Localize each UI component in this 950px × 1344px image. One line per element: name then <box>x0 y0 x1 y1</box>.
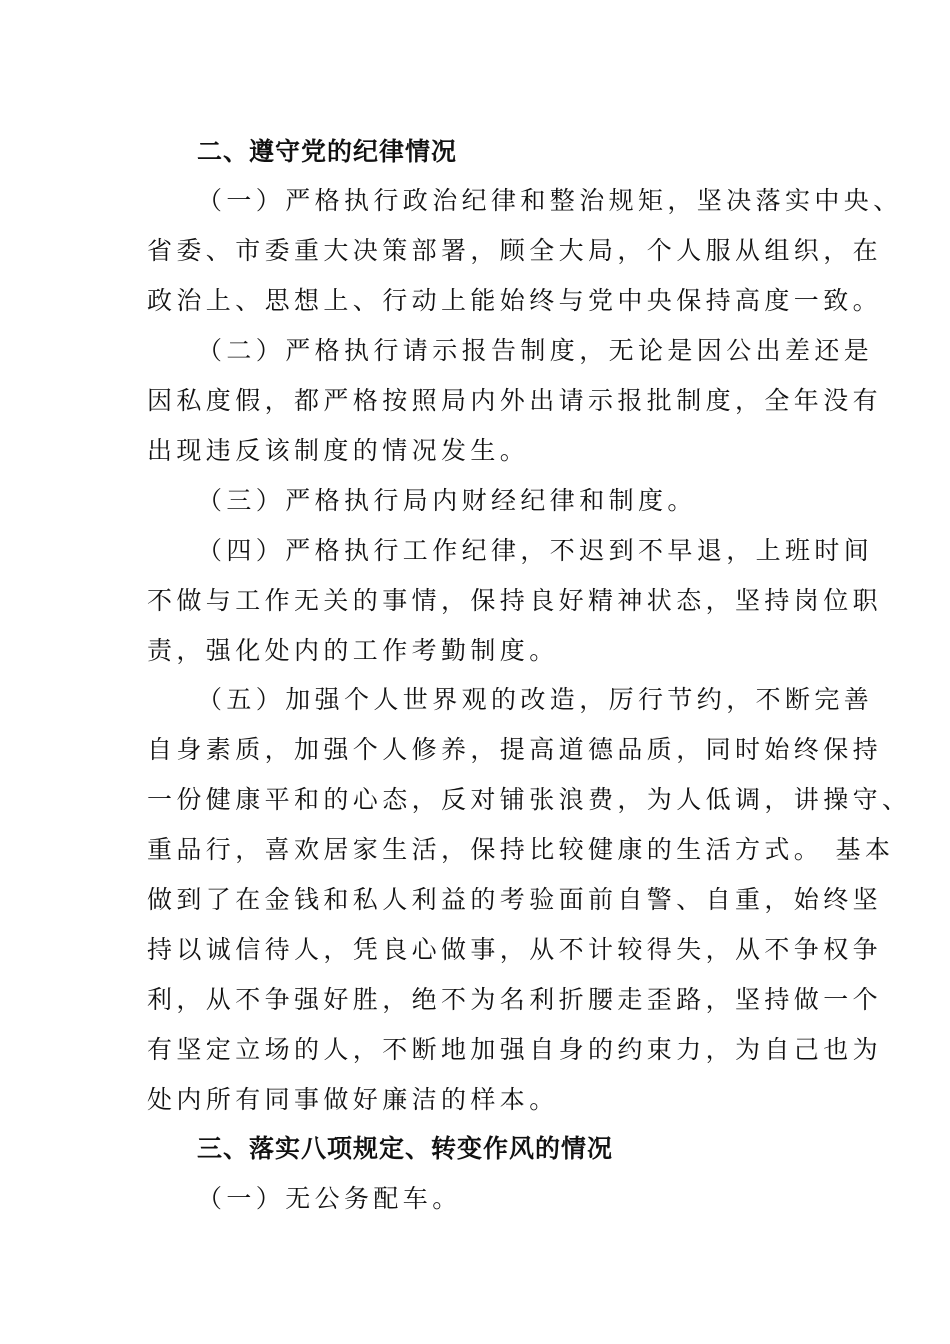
paragraph-line: 有坚定立场的人，不断地加强自身的约束力，为自己也为 <box>147 1035 883 1064</box>
paragraph-line: 不做与工作无关的事情，保持良好精神状态，坚持岗位职 <box>147 586 883 615</box>
paragraph-line: 责，强化处内的工作考勤制度。 <box>147 636 559 665</box>
paragraph-line: 省委、市委重大决策部署，顾全大局，个人服从组织，在 <box>147 236 883 265</box>
paragraph-line: 政治上、思想上、行动上能始终与党中央保持高度一致。 <box>147 286 883 315</box>
section-heading: 三、落实八项规定、转变作风的情况 <box>197 1134 614 1163</box>
paragraph-line: 做到了在金钱和私人利益的考验面前自警、自重，始终坚 <box>147 885 883 914</box>
paragraph-line: 重品行，喜欢居家生活，保持比较健康的生活方式。 基本 <box>147 835 895 864</box>
paragraph-line: （四）严格执行工作纪律，不迟到不早退，上班时间 <box>197 536 874 565</box>
paragraph-line: 一份健康平和的心态，反对铺张浪费，为人低调，讲操守、 <box>147 785 912 814</box>
paragraph-line: 出现违反该制度的情况发生。 <box>147 436 530 465</box>
paragraph-line: 处内所有同事做好廉洁的样本。 <box>147 1085 559 1114</box>
paragraph-line: 持以诚信待人，凭良心做事，从不计较得失，从不争权争 <box>147 935 883 964</box>
paragraph-line: 自身素质，加强个人修养，提高道德品质，同时始终保持 <box>147 735 883 764</box>
paragraph-line: （二）严格执行请示报告制度，无论是因公出差还是 <box>197 336 874 365</box>
paragraph-line: （五）加强个人世界观的改造，厉行节约，不断完善 <box>197 685 874 714</box>
paragraph-line: （一）严格执行政治纪律和整治规矩，坚决落实中央、 <box>197 186 903 215</box>
paragraph-line: （三）严格执行局内财经纪律和制度。 <box>197 486 697 515</box>
section-heading: 二、遵守党的纪律情况 <box>197 137 458 166</box>
paragraph-line: 因私度假，都严格按照局内外出请示报批制度，全年没有 <box>147 386 883 415</box>
paragraph-line: 利，从不争强好胜，绝不为名利折腰走歪路，坚持做一个 <box>147 985 883 1014</box>
paragraph-line: （一）无公务配车。 <box>197 1184 462 1213</box>
